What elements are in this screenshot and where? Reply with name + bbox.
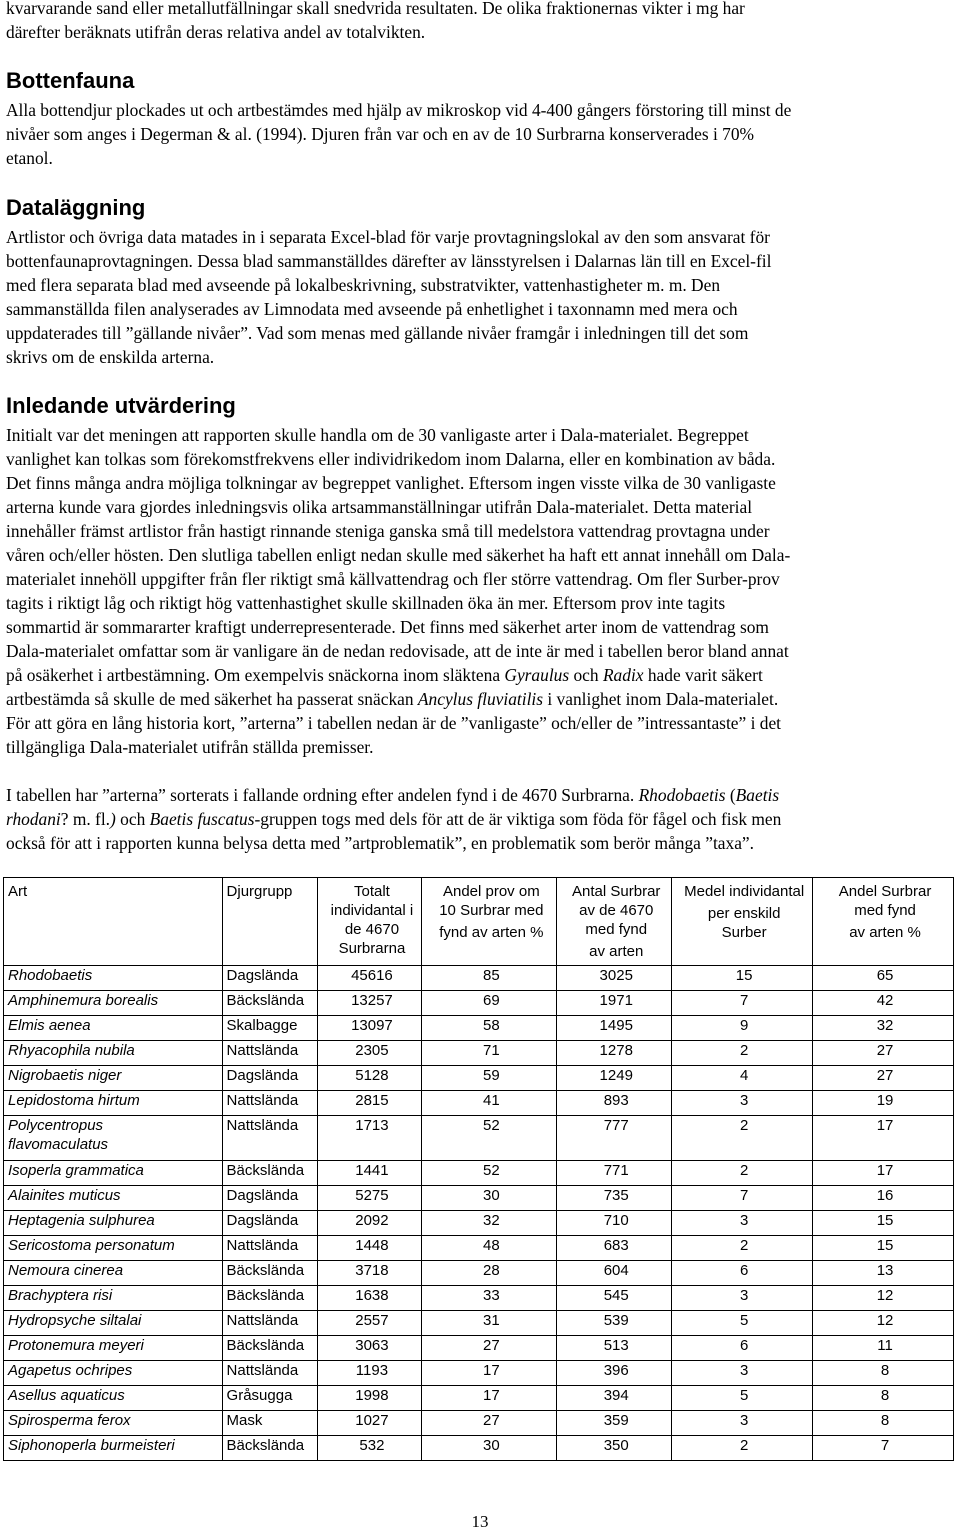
species-name: Baetis fuscatus: [149, 809, 255, 829]
species-name: Baetis: [735, 785, 780, 805]
text-line: med flera separata blad med avseende på lokalbeskrivning, substratvikter, vattenhastigheter m. m. Den: [6, 275, 721, 295]
cell-art: Siphonoperla burmeisteri: [4, 1436, 223, 1461]
section-heading-datalaggning: Dataläggning: [6, 195, 146, 220]
text-line: Dala-materialet omfattar som är vanligare än de nedan redovisade, att de inte är med i tabellen beror bland annat: [6, 641, 789, 661]
header-totalt: Totalt individantal i de 4670 Surbrarna: [318, 878, 422, 966]
cell-djurgrupp: Nattslända: [222, 1361, 318, 1386]
table-row: [4, 1436, 954, 1461]
text-run: hade varit säkert: [643, 665, 763, 685]
table-row: [4, 1336, 954, 1361]
cell-antal: 893: [557, 1091, 672, 1116]
cell-antal: 513: [557, 1336, 672, 1361]
cell-medel: 2: [672, 1161, 813, 1186]
text-line: materialet innehöll uppgifter från fler riktigt små källvattendrag och fler större vattendrag. Om fler Surber-prov: [6, 569, 780, 589]
intro-paragraph: [6, 0, 745, 44]
cell-totalt: 5128: [318, 1066, 422, 1091]
cell-art: Agapetus ochripes: [4, 1361, 223, 1386]
cell-andel-prov: 17: [422, 1361, 557, 1386]
cell-medel: 3: [672, 1361, 813, 1386]
cell-antal: 771: [557, 1161, 672, 1186]
text-line: sammanställda filen analyserades av Limnodata med avseende på enhetlighet i taxonnamn med mera och: [6, 299, 738, 319]
cell-andel-prov: 27: [422, 1411, 557, 1436]
cell-art: Brachyptera risi: [4, 1286, 223, 1311]
cell-medel: 5: [672, 1386, 813, 1411]
cell-art: Spirosperma ferox: [4, 1411, 223, 1436]
cell-andel-surbrar: 8: [813, 1411, 954, 1436]
table-row: [4, 1261, 954, 1286]
cell-andel-prov: 41: [422, 1091, 557, 1116]
cell-andel-prov: 85: [422, 966, 557, 991]
cell-totalt: 3718: [318, 1261, 422, 1286]
species-name: rhodani: [6, 809, 61, 829]
cell-andel-surbrar: 11: [813, 1336, 954, 1361]
cell-andel-prov: 52: [422, 1161, 557, 1186]
cell-totalt: 1441: [318, 1161, 422, 1186]
cell-djurgrupp: Bäckslända: [222, 1336, 318, 1361]
species-name: Ancylus fluviatilis: [417, 689, 544, 709]
cell-medel: 2: [672, 1236, 813, 1261]
text-run: artbestämda så skulle de med säkerhet ha passerat snäckan: [6, 689, 418, 709]
cell-medel: 3: [672, 1286, 813, 1311]
text-line: innehåller främst artlistor från hastigt rinnande steniga ganska små till medelstora vattendrag provtagna under: [6, 521, 770, 541]
table-row: [4, 1411, 954, 1436]
cell-djurgrupp: Mask: [222, 1411, 318, 1436]
datalaggning-paragraph: [6, 225, 931, 369]
cell-art: Sericostoma personatum: [4, 1236, 223, 1261]
cell-art-line: flavomaculatus: [8, 1136, 109, 1153]
cell-andel-surbrar: 17: [813, 1116, 954, 1161]
text-line: uppdaterades till ”gällande nivåer”. Vad som menas med gällande nivåer framgår i inledningen till det som: [6, 323, 749, 343]
text-line: [6, 807, 936, 831]
cell-totalt: 2557: [318, 1311, 422, 1336]
cell-totalt: 1713: [318, 1116, 422, 1161]
cell-totalt: 2092: [318, 1211, 422, 1236]
header-andel-prov: Andel prov om 10 Surbrar med fynd av arten %: [422, 878, 557, 966]
table-row: [4, 1091, 954, 1116]
text-line: sommartid är sommararter kraftigt underrepresenterade. Det finns med säkerhet arter inom de vattendrag som: [6, 617, 769, 637]
text-line: tillgängliga Dala-materialet utifrån ställda premisser.: [6, 737, 374, 757]
cell-antal: 545: [557, 1286, 672, 1311]
cell-antal: 777: [557, 1116, 672, 1161]
text-line: Alla bottendjur plockades ut och artbestämdes med hjälp av mikroskop vid 4-400 gångers förstoring till minst de: [6, 100, 792, 120]
text-line: För att göra en lång historia kort, ”arterna” i tabellen nedan är de ”vanligaste” och/eller de ”intressantaste” i det: [6, 713, 781, 733]
text-run: och: [115, 809, 150, 829]
table-header-row: [4, 878, 954, 966]
section-heading-bottenfauna: Bottenfauna: [6, 68, 135, 93]
cell-art: Lepidostoma hirtum: [4, 1091, 223, 1116]
text-line: vanlighet kan tolkas som förekomstfrekvens eller individrikedom inom Dalarna, eller en kombination av båda.: [6, 449, 776, 469]
species-name: Rhodobaetis: [638, 785, 726, 805]
cell-djurgrupp: Nattslända: [222, 1041, 318, 1066]
text-line: Initialt var det meningen att rapporten skulle handla om de 30 vanligaste arter i Dala-materialet. Begreppet: [6, 425, 749, 445]
text-line: [6, 663, 936, 687]
cell-medel: 6: [672, 1336, 813, 1361]
cell-andel-surbrar: 8: [813, 1361, 954, 1386]
cell-art: Isoperla grammatica: [4, 1161, 223, 1186]
cell-djurgrupp: Bäckslända: [222, 1286, 318, 1311]
cell-totalt: 3063: [318, 1336, 422, 1361]
cell-andel-surbrar: 15: [813, 1211, 954, 1236]
table-row: [4, 1211, 954, 1236]
cell-djurgrupp: Bäckslända: [222, 991, 318, 1016]
cell-antal: 1278: [557, 1041, 672, 1066]
cell-andel-surbrar: 12: [813, 1311, 954, 1336]
text-line: bottenfaunaprovtagningen. Dessa blad sammanställdes därefter av länsstyrelsen i Dalarnas län till en Excel-fil: [6, 251, 772, 271]
cell-andel-surbrar: 65: [813, 966, 954, 991]
cell-antal: 604: [557, 1261, 672, 1286]
text-line: därefter beräknats utifrån deras relativa andel av totalvikten.: [6, 22, 426, 42]
cell-andel-surbrar: 12: [813, 1286, 954, 1311]
cell-art: Elmis aenea: [4, 1016, 223, 1041]
cell-medel: 2: [672, 1436, 813, 1461]
table-row: [4, 966, 954, 991]
text-run: ? m. fl.: [60, 809, 111, 829]
cell-medel: 7: [672, 1186, 813, 1211]
cell-antal: 1971: [557, 991, 672, 1016]
cell-medel: 6: [672, 1261, 813, 1286]
section-heading-inledande-utvardering: Inledande utvärdering: [6, 393, 236, 418]
cell-totalt: 2815: [318, 1091, 422, 1116]
cell-djurgrupp: Dagslända: [222, 1066, 318, 1091]
text-line: [6, 783, 936, 807]
cell-antal: 683: [557, 1236, 672, 1261]
cell-andel-surbrar: 8: [813, 1386, 954, 1411]
text-line: kvarvarande sand eller metallutfällningar skall snedvrida resultaten. De olika fraktionernas vikter i mg har: [6, 0, 745, 18]
table-row: [4, 1311, 954, 1336]
cell-medel: 7: [672, 991, 813, 1016]
table-row: [4, 991, 954, 1016]
cell-andel-prov: 28: [422, 1261, 557, 1286]
cell-totalt: 13257: [318, 991, 422, 1016]
cell-art: [4, 1116, 223, 1161]
cell-totalt: 1448: [318, 1236, 422, 1261]
text-line: nivåer som anges i Degerman & al. (1994). Djuren från var och en av de 10 Surbrarna konserverades i 70%: [6, 124, 755, 144]
cell-andel-prov: 59: [422, 1066, 557, 1091]
table-row: [4, 1066, 954, 1091]
header-art: Art: [4, 878, 223, 966]
header-medel-individantal: Medel individantal per enskild Surber: [672, 878, 813, 966]
cell-andel-prov: 31: [422, 1311, 557, 1336]
inledande-paragraph: [6, 423, 936, 759]
text-run: på osäkerhet i artbestämning. Om exempelvis snäckorna inom släktena: [6, 665, 505, 685]
text-line: arterna kunde vara gjordes inledningsvis olika artsammanställningar utifrån Dala-materialet. Detta material: [6, 497, 753, 517]
cell-djurgrupp: Dagslända: [222, 1211, 318, 1236]
text-line: [6, 687, 936, 711]
bottenfauna-paragraph: [6, 98, 931, 170]
cell-andel-prov: 52: [422, 1116, 557, 1161]
cell-totalt: 1027: [318, 1411, 422, 1436]
cell-art: Rhyacophila nubila: [4, 1041, 223, 1066]
cell-medel: 2: [672, 1041, 813, 1066]
cell-andel-prov: 27: [422, 1336, 557, 1361]
text-line: etanol.: [6, 148, 53, 168]
table-row: [4, 1361, 954, 1386]
cell-antal: 396: [557, 1361, 672, 1386]
cell-medel: 5: [672, 1311, 813, 1336]
table-row: [4, 1041, 954, 1066]
cell-andel-surbrar: 19: [813, 1091, 954, 1116]
cell-djurgrupp: Bäckslända: [222, 1436, 318, 1461]
cell-totalt: 13097: [318, 1016, 422, 1041]
text-line: våren och/eller hösten. Den slutliga tabellen enligt nedan skulle med säkerhet ha haft ett annat innehåll om Dala-: [6, 545, 791, 565]
cell-art: Heptagenia sulphurea: [4, 1211, 223, 1236]
cell-art: Alainites muticus: [4, 1186, 223, 1211]
text-run: I tabellen har ”arterna” sorterats i fallande ordning efter andelen fynd i de 4670 Surbrarna.: [6, 785, 639, 805]
page-number: 13: [471, 1512, 489, 1531]
table-row: [4, 1286, 954, 1311]
table-body: [4, 966, 954, 1461]
cell-djurgrupp: Nattslända: [222, 1311, 318, 1336]
cell-andel-prov: 71: [422, 1041, 557, 1066]
text-run: -gruppen togs med dels för att de är viktiga som föda för fågel och fisk men: [254, 809, 782, 829]
species-name: Gyraulus: [504, 665, 570, 685]
cell-medel: 15: [672, 966, 813, 991]
cell-antal: 1249: [557, 1066, 672, 1091]
cell-medel: 4: [672, 1066, 813, 1091]
header-djurgrupp: Djurgrupp: [222, 878, 318, 966]
cell-andel-prov: 30: [422, 1186, 557, 1211]
species-table: [3, 877, 954, 1461]
tabellen-paragraph: [6, 783, 936, 855]
cell-art: Hydropsyche siltalai: [4, 1311, 223, 1336]
cell-andel-prov: 48: [422, 1236, 557, 1261]
table-row: [4, 1116, 954, 1161]
cell-totalt: 532: [318, 1436, 422, 1461]
cell-medel: 9: [672, 1016, 813, 1041]
text-run: (: [725, 785, 736, 805]
table-row: [4, 1236, 954, 1261]
cell-antal: 394: [557, 1386, 672, 1411]
cell-antal: 350: [557, 1436, 672, 1461]
cell-antal: 710: [557, 1211, 672, 1236]
header-antal-surbrar: Antal Surbrar av de 4670 med fynd av arten: [557, 878, 672, 966]
text-run: i vanlighet inom Dala-materialet.: [543, 689, 779, 709]
cell-andel-prov: 69: [422, 991, 557, 1016]
cell-djurgrupp: Skalbagge: [222, 1016, 318, 1041]
cell-andel-surbrar: 13: [813, 1261, 954, 1286]
cell-djurgrupp: Bäckslända: [222, 1161, 318, 1186]
cell-art: Rhodobaetis: [4, 966, 223, 991]
text-run: ): [110, 809, 116, 829]
cell-andel-prov: 58: [422, 1016, 557, 1041]
cell-antal: 359: [557, 1411, 672, 1436]
cell-antal: 735: [557, 1186, 672, 1211]
cell-djurgrupp: Bäckslända: [222, 1261, 318, 1286]
cell-art: Nemoura cinerea: [4, 1261, 223, 1286]
cell-andel-surbrar: 32: [813, 1016, 954, 1041]
cell-antal: 3025: [557, 966, 672, 991]
cell-totalt: 45616: [318, 966, 422, 991]
text-line: också för att i rapporten kunna belysa detta med ”artproblematik”, en problematik som berör många ”taxa”.: [6, 833, 754, 853]
text-line: tagits i riktigt låg och riktigt hög vattenhastighet skulle skillnaden öka än mer. Eftersom prov inte tagits: [6, 593, 726, 613]
cell-andel-surbrar: 7: [813, 1436, 954, 1461]
cell-andel-surbrar: 27: [813, 1041, 954, 1066]
cell-djurgrupp: Dagslända: [222, 966, 318, 991]
table-row: [4, 1161, 954, 1186]
cell-andel-surbrar: 27: [813, 1066, 954, 1091]
cell-andel-prov: 17: [422, 1386, 557, 1411]
cell-antal: 539: [557, 1311, 672, 1336]
cell-andel-prov: 33: [422, 1286, 557, 1311]
species-name: Radix: [602, 665, 644, 685]
cell-medel: 3: [672, 1211, 813, 1236]
cell-djurgrupp: Nattslända: [222, 1236, 318, 1261]
cell-andel-prov: 32: [422, 1211, 557, 1236]
cell-andel-surbrar: 42: [813, 991, 954, 1016]
cell-andel-surbrar: 16: [813, 1186, 954, 1211]
cell-totalt: 1638: [318, 1286, 422, 1311]
cell-totalt: 1193: [318, 1361, 422, 1386]
cell-totalt: 2305: [318, 1041, 422, 1066]
text-run: och: [569, 665, 603, 685]
cell-art-line: Polycentropus: [8, 1117, 104, 1134]
cell-totalt: 5275: [318, 1186, 422, 1211]
cell-djurgrupp: Nattslända: [222, 1116, 318, 1161]
cell-antal: 1495: [557, 1016, 672, 1041]
cell-djurgrupp: Dagslända: [222, 1186, 318, 1211]
cell-art: Protonemura meyeri: [4, 1336, 223, 1361]
cell-djurgrupp: Nattslända: [222, 1091, 318, 1116]
cell-art: Amphinemura borealis: [4, 991, 223, 1016]
cell-djurgrupp: Gråsugga: [222, 1386, 318, 1411]
text-line: Det finns många andra möjliga tolkningar av begreppet vanlighet. Eftersom ingen visste vilka de 30 vanligaste: [6, 473, 776, 493]
cell-medel: 2: [672, 1116, 813, 1161]
table-row: [4, 1016, 954, 1041]
text-line: Artlistor och övriga data matades in i separata Excel-blad för varje provtagningslokal av den som ansvarat för: [6, 227, 770, 247]
cell-art: Asellus aquaticus: [4, 1386, 223, 1411]
cell-medel: 3: [672, 1411, 813, 1436]
cell-medel: 3: [672, 1091, 813, 1116]
cell-andel-prov: 30: [422, 1436, 557, 1461]
cell-andel-surbrar: 15: [813, 1236, 954, 1261]
header-andel-surbrar: Andel Surbrar med fynd av arten %: [813, 878, 954, 966]
table-row: [4, 1186, 954, 1211]
cell-totalt: 1998: [318, 1386, 422, 1411]
text-line: skrivs om de enskilda arterna.: [6, 347, 215, 367]
cell-andel-surbrar: 17: [813, 1161, 954, 1186]
cell-art: Nigrobaetis niger: [4, 1066, 223, 1091]
table-row: [4, 1386, 954, 1411]
